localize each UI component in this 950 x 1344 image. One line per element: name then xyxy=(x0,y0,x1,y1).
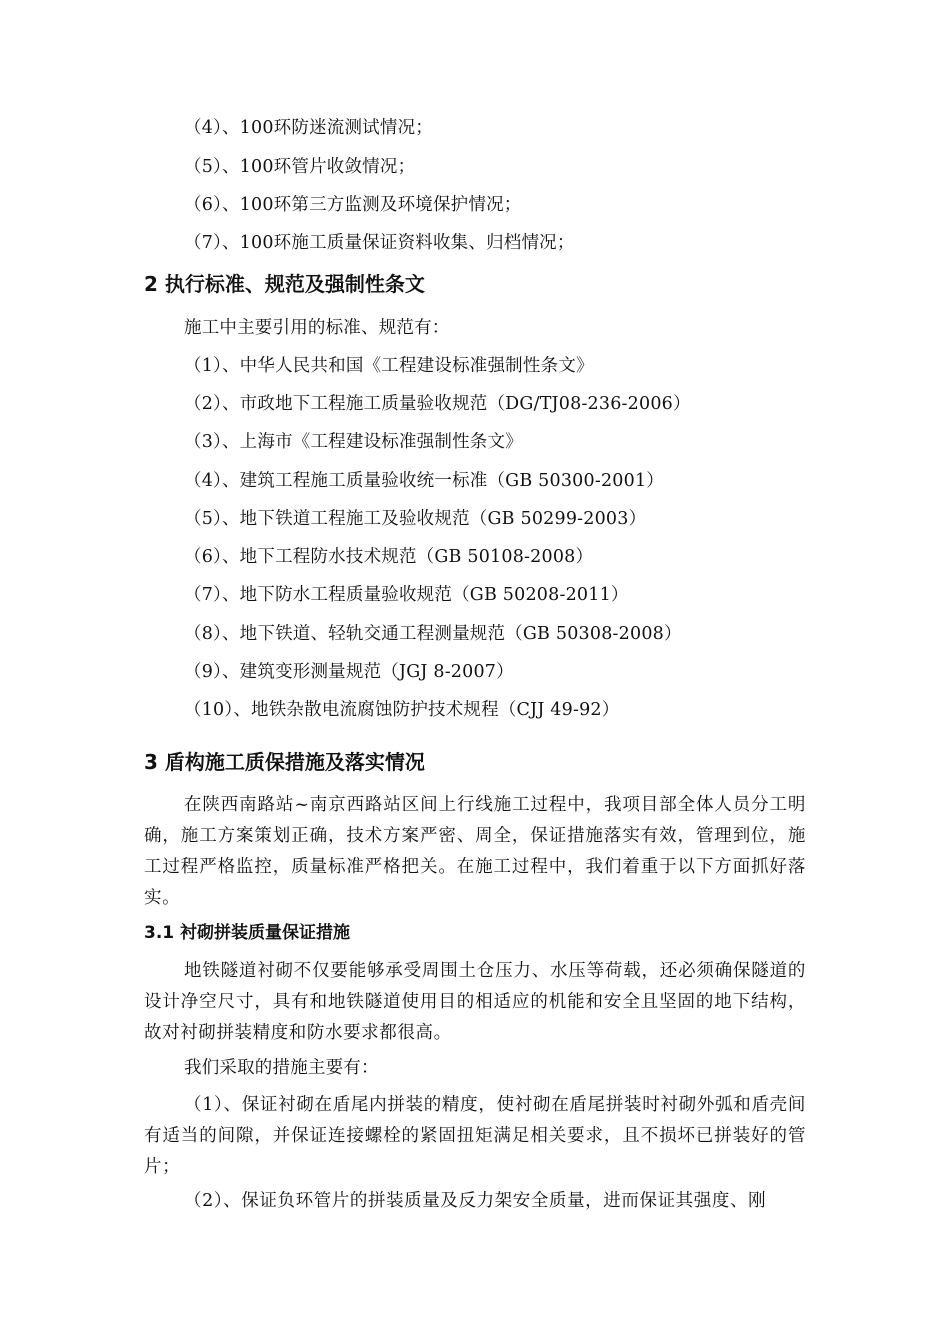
standard-item: （9）、建筑变形测量规范（JGJ 8-2007） xyxy=(184,662,514,682)
section-3-1-paragraph: 地铁隧道衬砌不仅要能够承受周围土仓压力、水压等荷载，还必须确保隧道的设计净空尺寸，具有和地铁隧道使用目的相适应的机能和安全且坚固的地下结构，故对衬砌拼装精度和防水要求都很高。 xyxy=(144,961,806,1043)
standard-item: （10）、地铁杂散电流腐蚀防护技术规程（CJJ 49-92） xyxy=(184,700,620,720)
list-item: （4）、100环防迷流测试情况； xyxy=(184,118,433,138)
standard-item: （4）、建筑工程施工质量验收统一标准（GB 50300-2001） xyxy=(184,471,665,491)
measure-item: （2）、保证负环管片的拼装质量及反力架安全质量，进而保证其强度、刚 xyxy=(184,1191,767,1211)
section-3-1-heading: 3.1 衬砌拼装质量保证措施 xyxy=(144,923,351,943)
section-2-intro: 施工中主要引用的标准、规范有： xyxy=(184,318,450,338)
section-3-heading: 3 盾构施工质保措施及落实情况 xyxy=(144,750,425,774)
standard-item: （2）、市政地下工程施工质量验收规范（DG/TJ08-236-2006） xyxy=(184,394,691,414)
section-3-paragraph: 在陕西南路站~南京西路站区间上行线施工过程中，我项目部全体人员分工明确，施工方案策划正确，技术方案严密、周全，保证措施落实有效，管理到位，施工过程严格监控，质量标准严格把关。在施工过程中，我们着重于以下方面抓好落实。 xyxy=(144,795,806,908)
measure-item: （1）、保证衬砌在盾尾内拼装的精度，使衬砌在盾尾拼装时衬砌外弧和盾壳间有适当的间隙，并保证连接螺栓的紧固扭矩满足相关要求，且不损坏已拼装好的管片； xyxy=(144,1095,806,1177)
standard-item: （3）、上海市《工程建设标准强制性条文》 xyxy=(184,432,523,452)
standard-item: （6）、地下工程防水技术规范（GB 50108-2008） xyxy=(184,547,594,567)
standard-item: （7）、地下防水工程质量验收规范（GB 50208-2011） xyxy=(184,585,629,605)
section-2-heading: 2 执行标准、规范及强制性条文 xyxy=(144,272,425,296)
list-item: （5）、100环管片收敛情况； xyxy=(184,157,416,177)
list-item: （7）、100环施工质量保证资料收集、归档情况； xyxy=(184,233,575,253)
list-item: （6）、100环第三方监测及环境保护情况； xyxy=(184,195,522,215)
standard-item: （8）、地下铁道、轻轨交通工程测量规范（GB 50308-2008） xyxy=(184,624,682,644)
standard-item: （1）、中华人民共和国《工程建设标准强制性条文》 xyxy=(184,356,594,376)
standard-item: （5）、地下铁道工程施工及验收规范（GB 50299-2003） xyxy=(184,509,647,529)
measures-intro: 我们采取的措施主要有： xyxy=(184,1058,379,1078)
